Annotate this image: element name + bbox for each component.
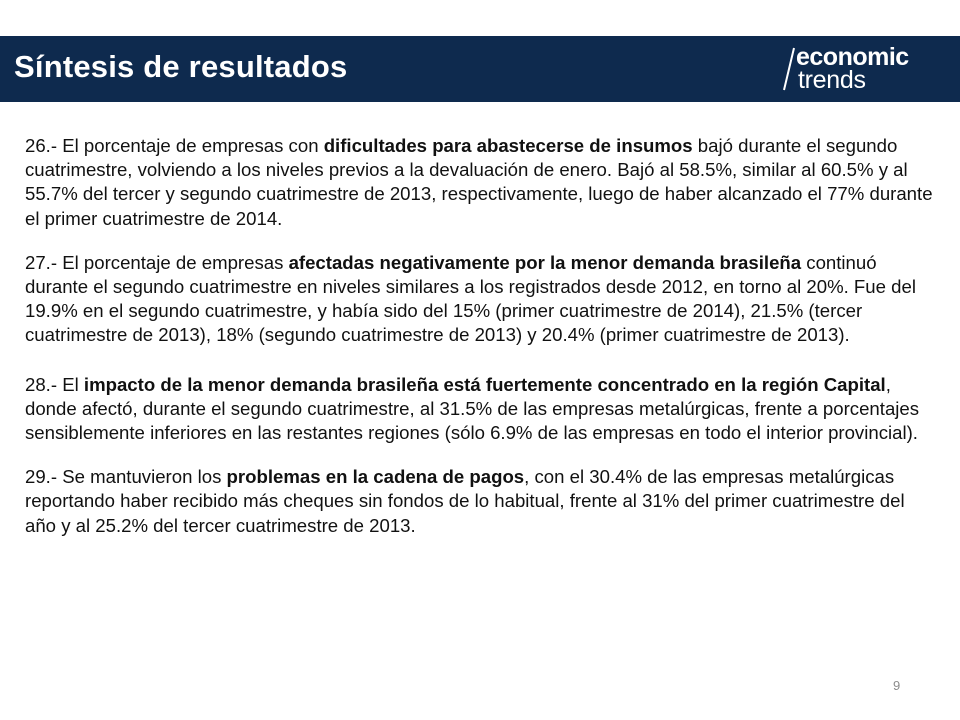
paragraph-27-text-1: 27.- El porcentaje de empresas: [25, 251, 289, 273]
paragraph-28: [25, 373, 940, 446]
logo-text-economic: economic: [796, 43, 909, 71]
page-number: 9: [893, 678, 901, 693]
paragraph-28-text-2: , donde afectó, durante el segundo cuatrimestre, al 31.5% de las empresas metalúrgicas, frente a porcentajes sensiblemente inferiores en las restantes regiones (sólo 6.9% de las empresas en todo el interior provincial).: [25, 373, 920, 444]
paragraph-26-text-1: 26.- El porcentaje de empresas con: [25, 135, 324, 156]
paragraph-28-highlight: impacto de la menor demanda brasileña está fuertemente concentrado en la región Capital: [83, 373, 886, 395]
paragraph-26-highlight: dificultades para abastecerse de insumos: [323, 135, 693, 156]
paragraph-29: [25, 465, 940, 538]
paragraph-29-text-2: , con el 30.4% de las empresas metalúrgicas reportando haber recibido más cheques sin fondos de lo habitual, frente al 31% del primer cuatrimestre del año y al 25.2% del tercer cuatrimestre de 2013.: [25, 466, 905, 536]
paragraph-29-text-1: 29.- Se mantuvieron los: [25, 466, 227, 488]
paragraph-27: [25, 251, 940, 348]
paragraph-27-text-2: continuó durante el segundo cuatrimestre en niveles similares a los registrados desde 2012, en torno al 20%. Fue del 19.9% en el segundo cuatrimestre, y había sido del 15% (primer cuatrimestre de 2014), 21.5% (tercer cuatrimestre de 2013), 18% (segundo cuatrimestre de 2013) y 20.4% (primer cuatrimestre de 2013).: [25, 251, 916, 346]
economic-trends-logo: [778, 44, 948, 96]
paragraph-26: [25, 134, 940, 231]
paragraph-27-highlight: afectadas negativamente por la menor demanda brasileña: [288, 251, 802, 273]
paragraph-28-text-1: 28.- El: [25, 373, 84, 395]
results-body: [25, 134, 940, 538]
paragraph-26-text-2: bajó durante el segundo cuatrimestre, volviendo a los niveles previos a la devaluación de enero. Bajó al 58.5%, similar al 60.5% y al 55.7% del tercer y segundo cuatrimestre de 2013, respectivamente, luego de haber alcanzado el 77% durante el primer cuatrimestre de 2014.: [25, 135, 933, 229]
logo-text-trends: trends: [798, 66, 866, 94]
page-title: Síntesis de resultados: [14, 49, 348, 84]
paragraph-29-highlight: problemas en la cadena de pagos: [226, 466, 525, 488]
